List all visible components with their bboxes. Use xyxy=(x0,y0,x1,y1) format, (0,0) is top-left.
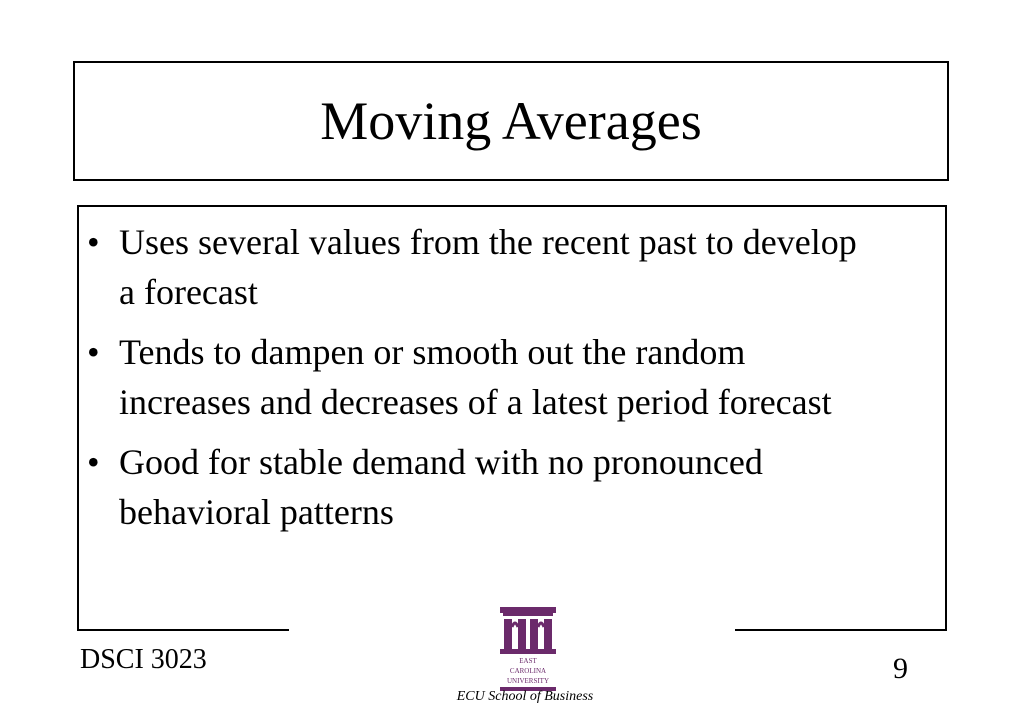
bullet-text: Good for stable demand with no pronounced behavioral patterns xyxy=(119,442,763,532)
bullet-item xyxy=(79,217,859,317)
content-box xyxy=(77,205,947,631)
bullet-icon: • xyxy=(87,332,100,372)
course-code: DSCI 3023 xyxy=(80,644,207,675)
bullet-item xyxy=(79,327,859,427)
bullet-icon: • xyxy=(87,442,100,482)
ecu-logo-icon xyxy=(500,607,556,691)
bullet-text: Uses several values from the recent past to develop a forecast xyxy=(119,222,857,312)
bullet-list xyxy=(79,217,859,547)
page-number: 9 xyxy=(893,652,908,685)
bullet-text: Tends to dampen or smooth out the random increases and decreases of a latest period forecast xyxy=(119,332,832,422)
logo-line-east: EAST xyxy=(519,657,537,665)
content-box-bottom-right-rule xyxy=(735,629,947,631)
logo-caption: ECU School of Business xyxy=(456,689,594,704)
title-box xyxy=(73,61,949,181)
bullet-icon: • xyxy=(87,222,100,262)
content-box-bottom-left-rule xyxy=(77,629,289,631)
logo-line-carolina: CAROLINA xyxy=(509,667,547,675)
slide-title: Moving Averages xyxy=(320,91,702,151)
bullet-item xyxy=(79,437,859,537)
logo-line-university: UNIVERSITY xyxy=(507,677,549,685)
